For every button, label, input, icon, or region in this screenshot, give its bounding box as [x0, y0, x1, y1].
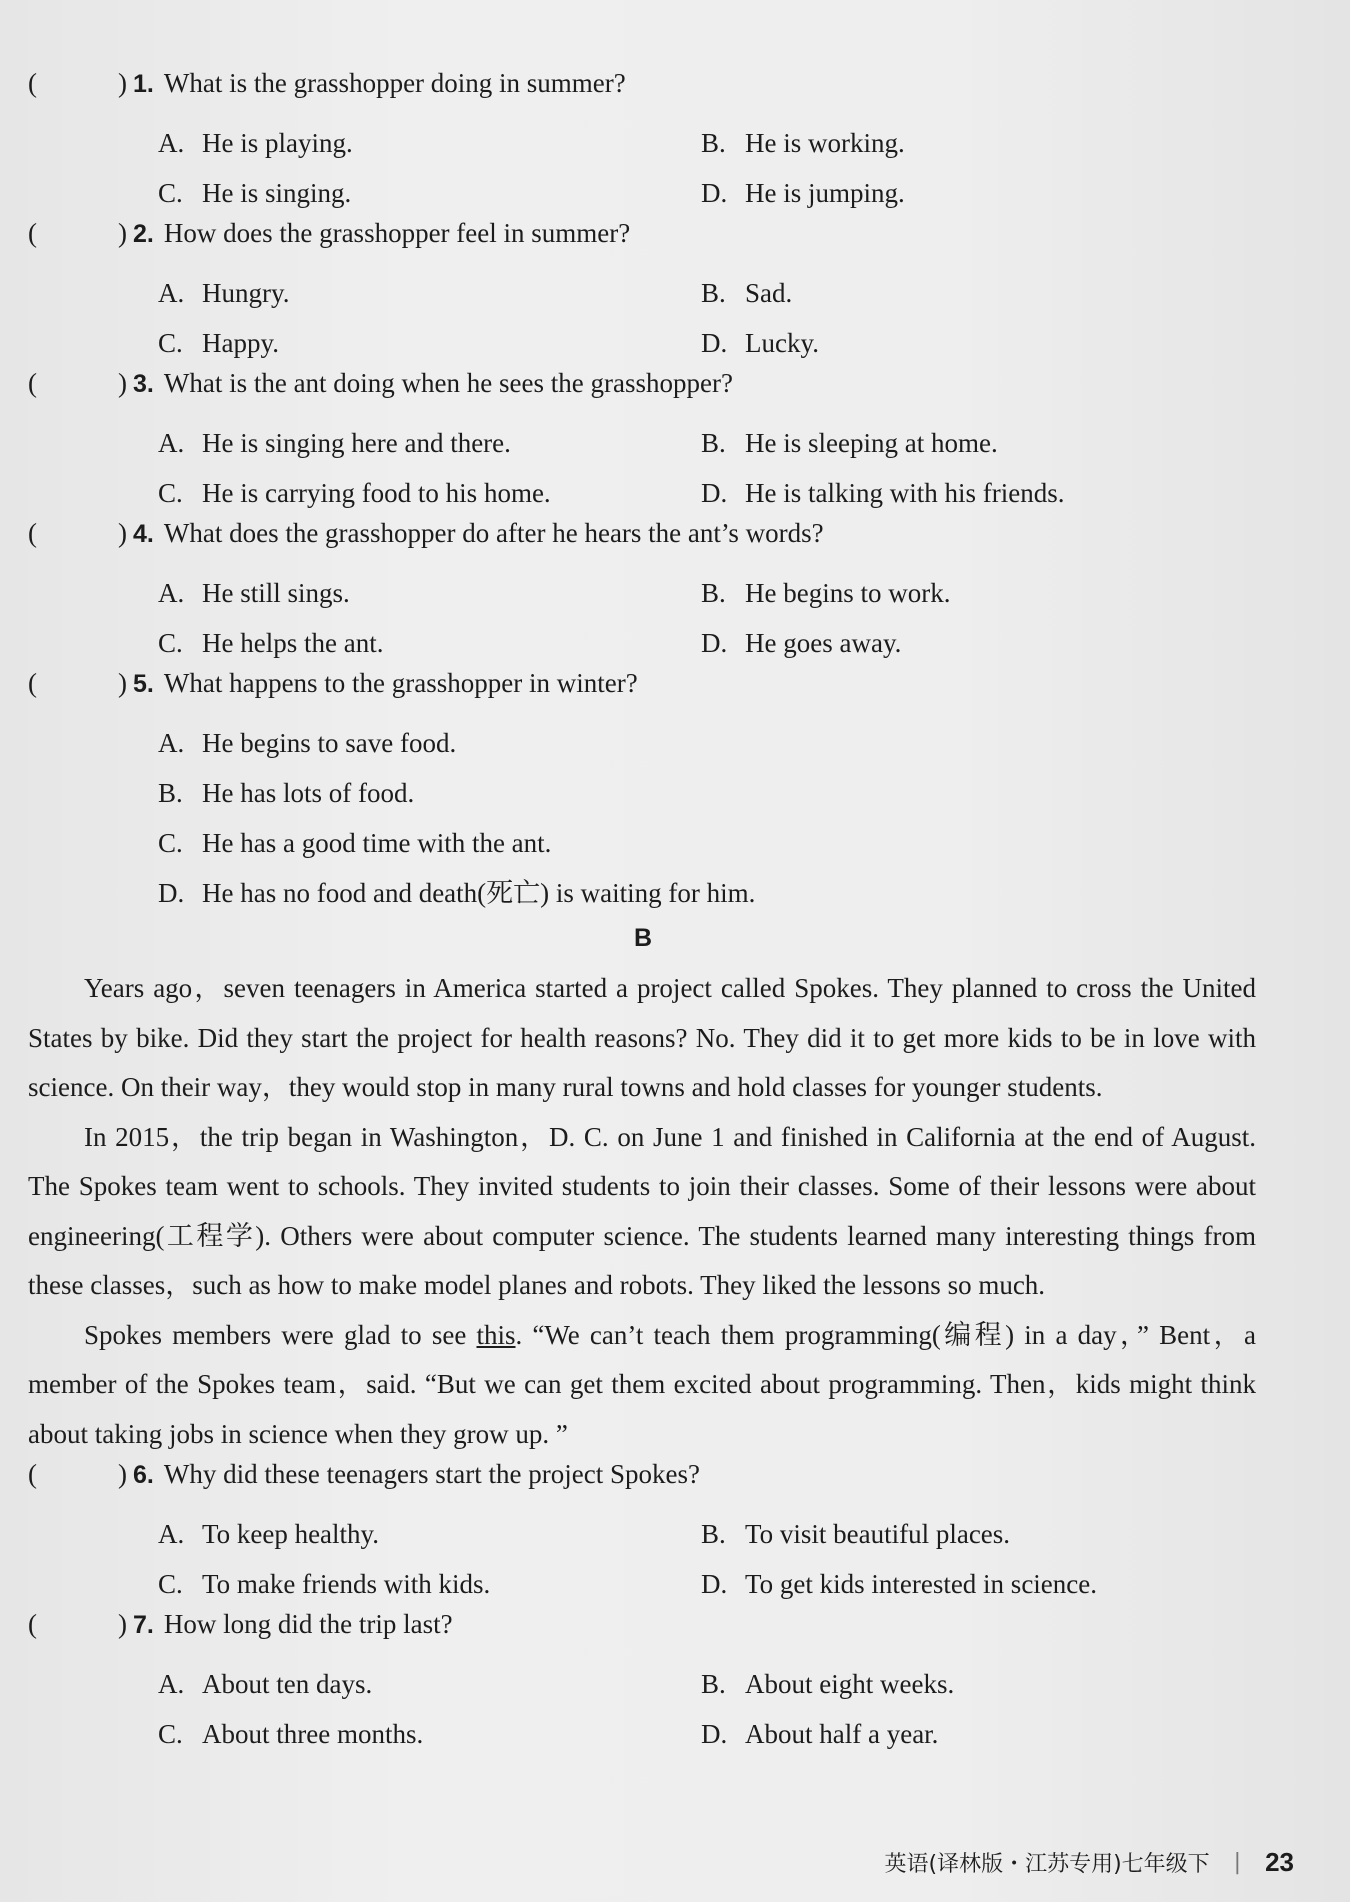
answer-bracket-close: )	[118, 218, 127, 248]
option-text: He is singing here and there.	[202, 428, 511, 458]
answer-option	[701, 618, 1261, 668]
answer-options	[158, 268, 1258, 368]
option-letter: D.	[701, 628, 728, 658]
option-text: He has lots of food.	[202, 778, 415, 808]
answer-option	[158, 768, 1258, 818]
page-number: 23	[1265, 1847, 1294, 1877]
book-title: 英语(译林版・江苏专用)七年级下	[884, 1852, 1210, 1877]
answer-options	[158, 418, 1258, 518]
passage-b	[28, 964, 1258, 1459]
answer-option	[158, 168, 701, 218]
question-item	[28, 1459, 1258, 1609]
question-number: 7.	[133, 1611, 154, 1639]
question-text: How does the grasshopper feel in summer?	[163, 218, 631, 248]
page-footer	[884, 1847, 1294, 1878]
answer-bracket-open: (	[28, 1609, 37, 1639]
answer-bracket-open: (	[28, 218, 37, 248]
answer-option	[701, 418, 1261, 468]
answer-option	[701, 1659, 1261, 1709]
question-stem	[28, 1609, 1258, 1659]
option-letter: B.	[701, 1669, 726, 1699]
answer-option	[701, 268, 1261, 318]
answer-option	[158, 1659, 701, 1709]
option-letter: D.	[701, 178, 728, 208]
option-letter: A.	[158, 728, 185, 758]
question-number: 1.	[133, 70, 154, 98]
question-number: 5.	[133, 670, 154, 698]
question-stem	[28, 68, 1258, 118]
option-text: About half a year.	[745, 1719, 939, 1749]
passage-paragraph-2: In 2015，the trip began in Washington，D. C. on June 1 and finished in California at the end of August. The Spokes team went to schools. They invited students to join their classes. Some of their lessons were about engineering(工程学). Others were about computer science. The students learned many interesting things from these classes，such as how to make model planes and robots. They liked the lessons so much.	[28, 1121, 1256, 1300]
answer-bracket-open: (	[28, 518, 37, 548]
question-item	[28, 218, 1258, 368]
answer-options	[158, 718, 1258, 918]
question-item	[28, 368, 1258, 518]
option-text: Lucky.	[745, 328, 819, 358]
option-letter: B.	[701, 578, 726, 608]
answer-option	[701, 568, 1261, 618]
option-text: He is talking with his friends.	[745, 478, 1065, 508]
option-letter: D.	[701, 328, 728, 358]
option-letter: C.	[158, 828, 183, 858]
question-stem	[28, 218, 1258, 268]
answer-option	[158, 568, 701, 618]
option-text: He begins to save food.	[202, 728, 457, 758]
question-text: Why did these teenagers start the project Spokes?	[163, 1459, 700, 1489]
answer-bracket-open: (	[28, 368, 37, 398]
answer-option	[158, 1709, 701, 1759]
answer-option	[158, 118, 701, 168]
question-text: What does the grasshopper do after he hears the ant’s words?	[163, 518, 824, 548]
question-text: What is the grasshopper doing in summer?	[163, 68, 626, 98]
answer-option	[158, 268, 701, 318]
option-text: About ten days.	[202, 1669, 373, 1699]
answer-bracket-open: (	[28, 668, 37, 698]
option-text: He has no food and death(死亡) is waiting for him.	[202, 878, 756, 908]
paragraph-3-rest: . “We can’t teach them programming(编程) in a day，” Bent，a member of the Spokes team，said. “But we can get them excited about programming. Then，kids might think about taking jobs in science when they grow up. ”	[28, 1319, 1256, 1449]
passage-paragraph-3	[28, 1311, 1256, 1460]
option-letter: A.	[158, 1519, 185, 1549]
answer-option	[701, 1559, 1261, 1609]
option-letter: A.	[158, 128, 185, 158]
option-text: He is carrying food to his home.	[202, 478, 551, 508]
option-letter: B.	[701, 428, 726, 458]
answer-option	[701, 468, 1261, 518]
answer-bracket-close: )	[118, 368, 127, 398]
answer-bracket-close: )	[118, 668, 127, 698]
reading-a-questions	[28, 68, 1258, 918]
answer-option	[701, 168, 1261, 218]
option-letter: D.	[158, 878, 185, 908]
page-content	[28, 68, 1258, 1759]
option-text: He helps the ant.	[202, 628, 384, 658]
option-letter: A.	[158, 278, 185, 308]
answer-option	[701, 1509, 1261, 1559]
option-letter: C.	[158, 328, 183, 358]
footer-separator: |	[1233, 1850, 1242, 1875]
option-text: Happy.	[202, 328, 279, 358]
option-text: He goes away.	[745, 628, 902, 658]
answer-option	[158, 418, 701, 468]
answer-bracket-close: )	[118, 1459, 127, 1489]
option-text: He is sleeping at home.	[745, 428, 998, 458]
answer-bracket-close: )	[118, 1609, 127, 1639]
answer-options	[158, 1659, 1258, 1759]
question-text: What is the ant doing when he sees the grasshopper?	[163, 368, 733, 398]
question-item	[28, 68, 1258, 218]
option-letter: C.	[158, 628, 183, 658]
answer-options	[158, 1509, 1258, 1609]
question-stem	[28, 518, 1258, 568]
option-letter: D.	[701, 478, 728, 508]
option-text: To visit beautiful places.	[745, 1519, 1011, 1549]
question-item	[28, 518, 1258, 668]
answer-option	[158, 618, 701, 668]
answer-option	[701, 1709, 1261, 1759]
answer-option	[158, 868, 1258, 918]
option-letter: B.	[701, 128, 726, 158]
option-text: Hungry.	[202, 278, 290, 308]
option-text: To get kids interested in science.	[745, 1569, 1098, 1599]
passage-paragraph-1: Years ago，seven teenagers in America started a project called Spokes. They planned to cross the United States by bike. Did they start the project for health reasons? No. They did it to get more kids to be in love with science. On their way，they would stop in many rural towns and hold classes for younger students.	[28, 973, 1256, 1102]
question-number: 4.	[133, 520, 154, 548]
answer-bracket-close: )	[118, 518, 127, 548]
option-letter: B.	[158, 778, 183, 808]
option-text: He begins to work.	[745, 578, 951, 608]
answer-option	[158, 1559, 701, 1609]
question-stem	[28, 368, 1258, 418]
answer-bracket-open: (	[28, 1459, 37, 1489]
question-item	[28, 668, 1258, 918]
underlined-word-this: this	[476, 1319, 516, 1350]
option-letter: B.	[701, 1519, 726, 1549]
answer-bracket-open: (	[28, 68, 37, 98]
question-stem	[28, 668, 1258, 718]
option-letter: C.	[158, 1569, 183, 1599]
option-text: About eight weeks.	[745, 1669, 955, 1699]
option-text: He is working.	[745, 128, 905, 158]
answer-option	[158, 718, 1258, 768]
reading-b-questions	[28, 1459, 1258, 1759]
option-text: He is playing.	[202, 128, 353, 158]
question-text: How long did the trip last?	[163, 1609, 453, 1639]
question-number: 3.	[133, 370, 154, 398]
answer-options	[158, 118, 1258, 218]
option-text: Sad.	[745, 278, 793, 308]
answer-option	[158, 1509, 701, 1559]
option-letter: A.	[158, 428, 185, 458]
option-letter: C.	[158, 1719, 183, 1749]
option-letter: D.	[701, 1569, 728, 1599]
option-text: To keep healthy.	[202, 1519, 380, 1549]
option-letter: C.	[158, 478, 183, 508]
answer-option	[701, 118, 1261, 168]
option-text: He has a good time with the ant.	[202, 828, 552, 858]
option-letter: D.	[701, 1719, 728, 1749]
option-letter: C.	[158, 178, 183, 208]
section-b-heading: B	[633, 924, 653, 952]
question-item	[28, 1609, 1258, 1759]
option-letter: A.	[158, 1669, 185, 1699]
question-number: 6.	[133, 1461, 154, 1489]
question-number: 2.	[133, 220, 154, 248]
paragraph-3-start: Spokes members were glad to see	[84, 1319, 477, 1350]
option-text: He is jumping.	[745, 178, 905, 208]
answer-option	[158, 818, 1258, 868]
option-text: About three months.	[202, 1719, 424, 1749]
question-stem	[28, 1459, 1258, 1509]
answer-bracket-close: )	[118, 68, 127, 98]
answer-option	[158, 318, 701, 368]
answer-options	[158, 568, 1258, 668]
answer-option	[158, 468, 701, 518]
question-text: What happens to the grasshopper in winter?	[163, 668, 638, 698]
answer-option	[701, 318, 1261, 368]
option-text: He is singing.	[202, 178, 352, 208]
option-text: He still sings.	[202, 578, 350, 608]
option-text: To make friends with kids.	[202, 1569, 491, 1599]
option-letter: B.	[701, 278, 726, 308]
option-letter: A.	[158, 578, 185, 608]
